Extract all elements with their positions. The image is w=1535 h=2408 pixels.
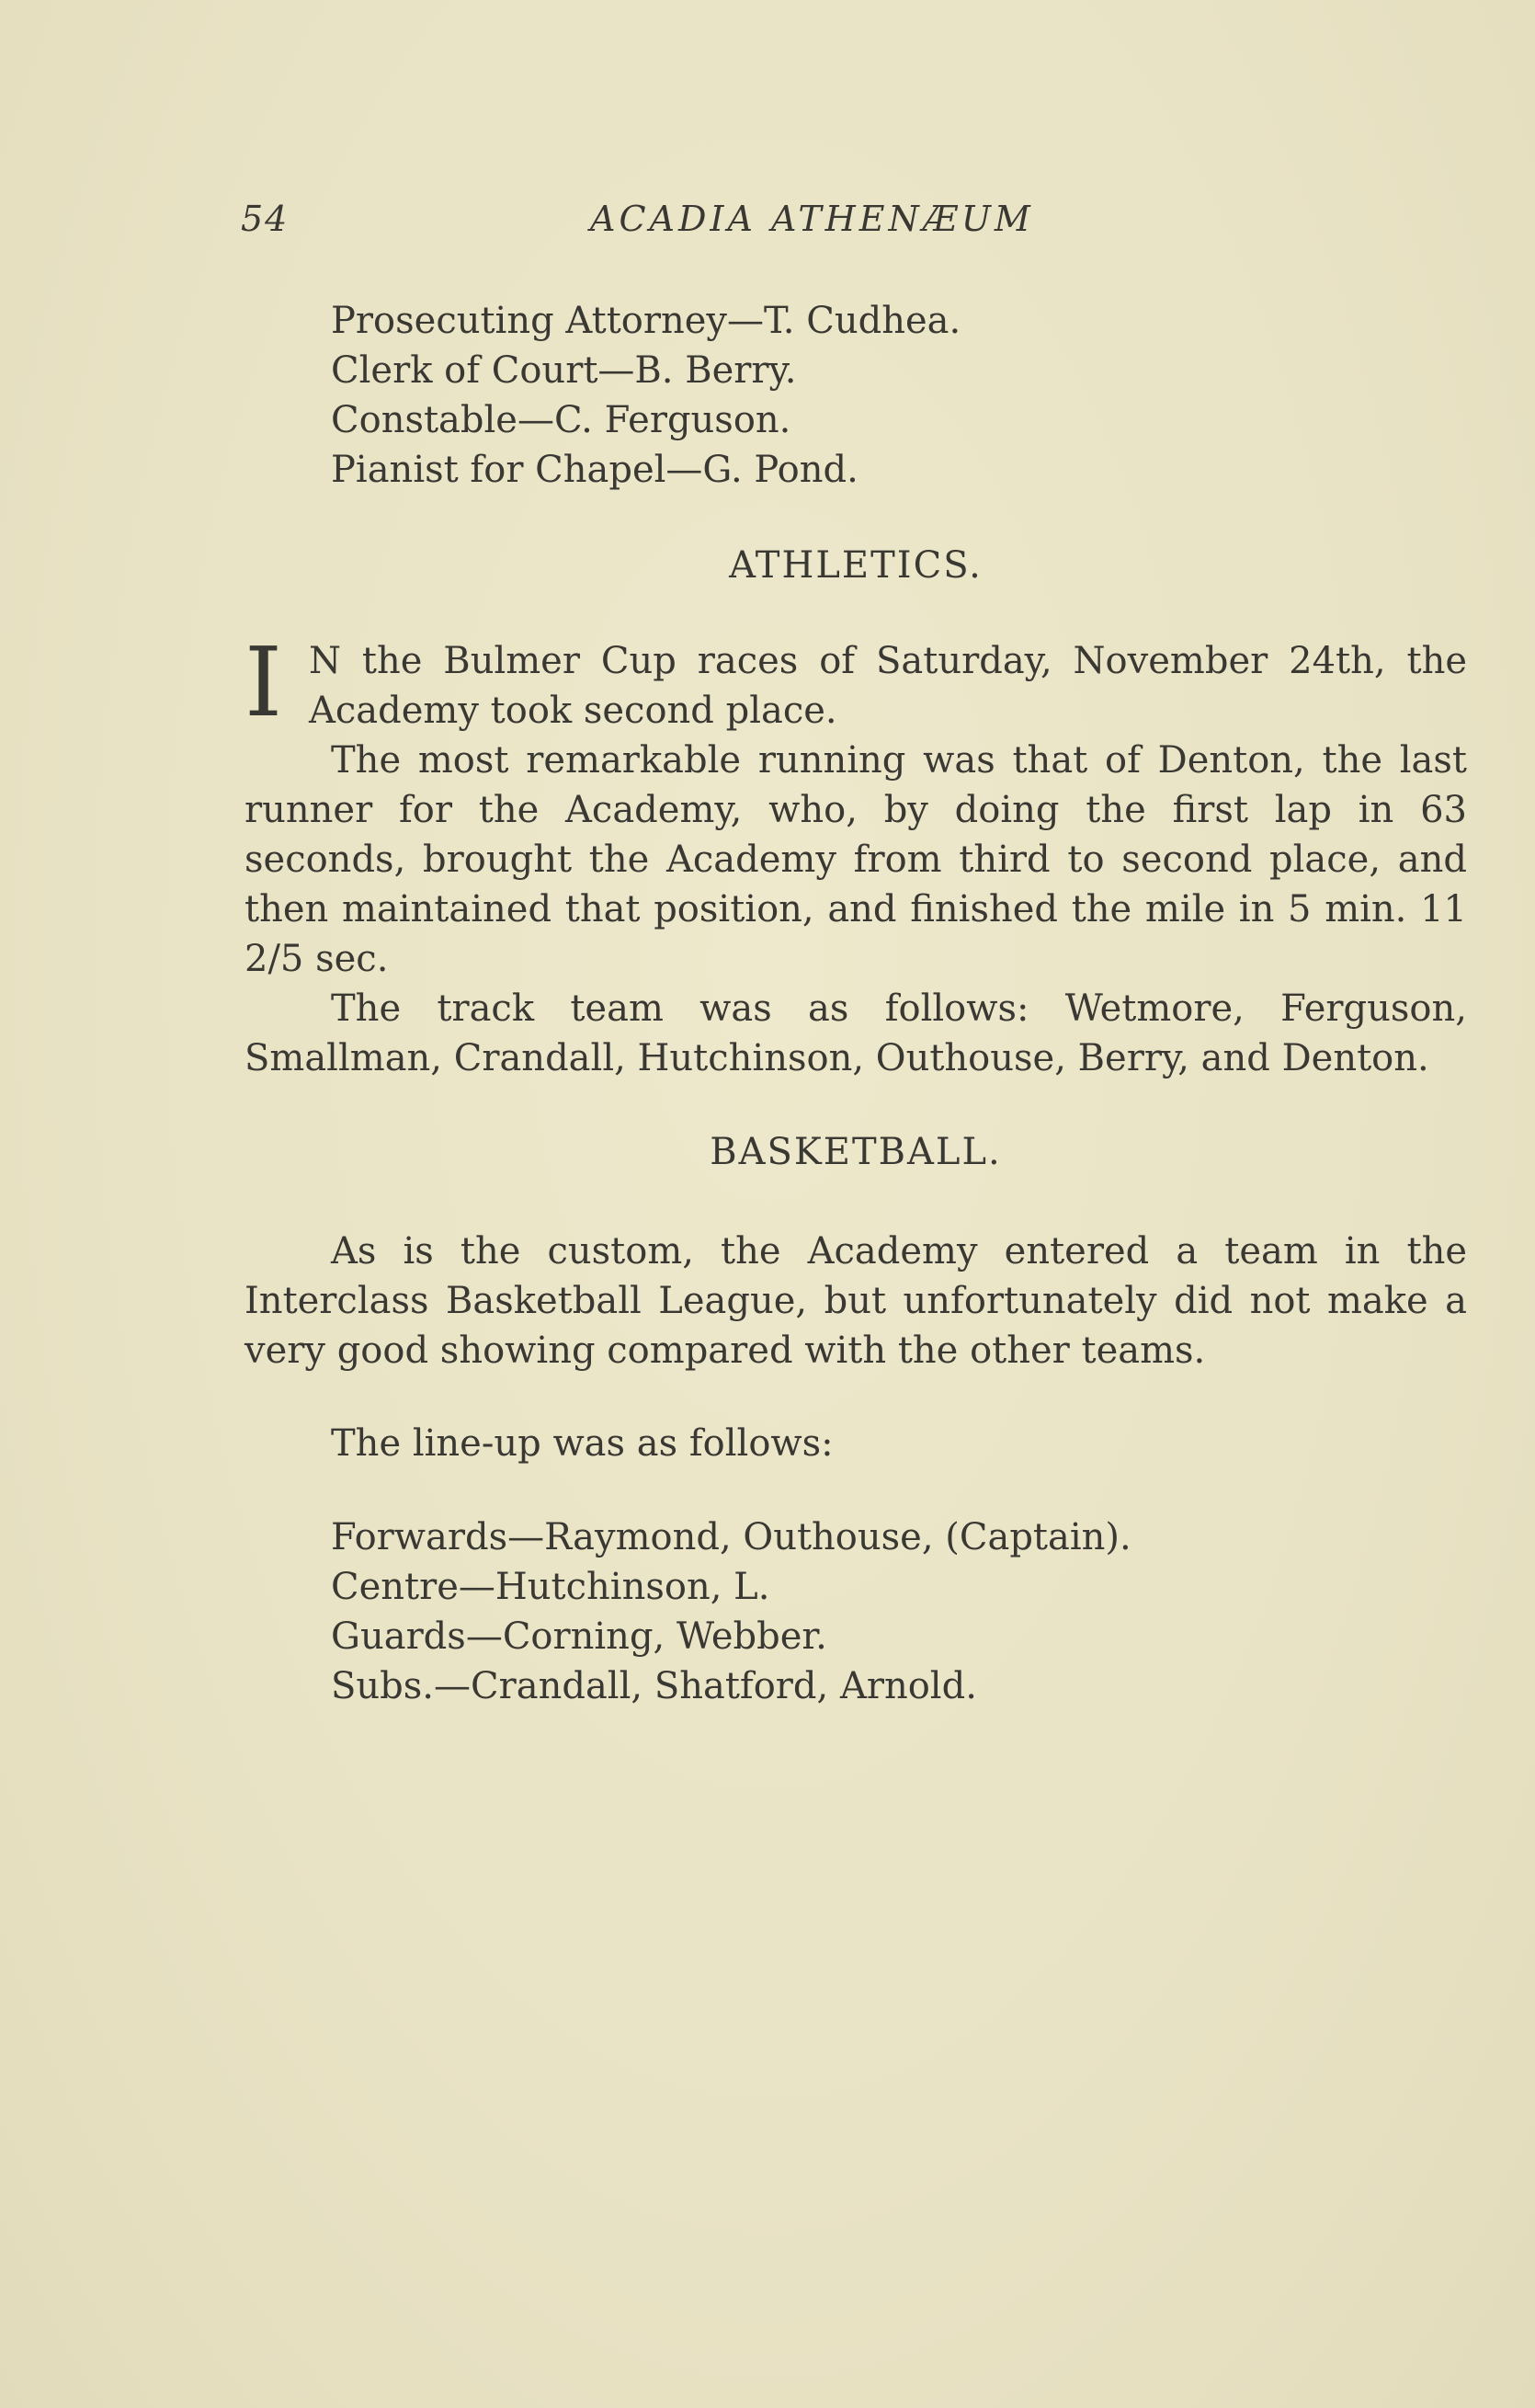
lineup-line: Guards—Corning, Webber. [331, 1615, 827, 1658]
officer-line: Prosecuting Attorney—T. Cudhea. [331, 300, 961, 342]
lineup-intro-block [244, 1419, 1467, 1468]
athletics-section [244, 626, 1467, 1083]
athletics-paragraph-1-text: N the Bulmer Cup races of Saturday, November 24th, the Academy took second place. [309, 640, 1467, 732]
officer-line: Clerk of Court—B. Berry. [331, 349, 797, 392]
lineup-line: Forwards—Raymond, Outhouse, (Captain). [331, 1516, 1131, 1558]
page-header [241, 199, 1123, 250]
page-number: 54 [241, 199, 290, 239]
lineup-intro: The line-up was as follows: [331, 1422, 834, 1465]
basketball-heading: BASKETBALL. [710, 1131, 1002, 1173]
drop-cap: I [244, 626, 283, 738]
athletics-paragraph-1 [244, 626, 1467, 738]
basketball-paragraph: As is the custom, the Academy entered a team in the Interclass Basketball League, but unfortunately did not make a very good showing compared with the other teams. [244, 1230, 1467, 1372]
athletics-heading: ATHLETICS. [729, 544, 983, 587]
officer-line: Constable—C. Ferguson. [331, 399, 791, 441]
officer-line: Pianist for Chapel—G. Pond. [331, 449, 858, 491]
lineup-line: Centre—Hutchinson, L. [331, 1566, 770, 1608]
lineup-list [244, 1512, 1467, 1711]
officers-list [244, 296, 1467, 495]
lineup-line: Subs.—Crandall, Shatford, Arnold. [331, 1665, 977, 1707]
athletics-paragraph-3: The track team was as follows: Wetmore, Ferguson, Smallman, Crandall, Hutchinson, Outhouse, Berry, and Denton. [244, 987, 1467, 1079]
basketball-section [244, 1227, 1467, 1375]
athletics-paragraph-2: The most remarkable running was that of Denton, the last runner for the Academy, who, by doing the first lap in 63 seconds, brought the Academy from third to second place, and then maintained that position, and finished the mile in 5 min. 11 2/5 sec. [244, 739, 1467, 980]
running-title: ACADIA ATHENÆUM [590, 199, 1034, 239]
